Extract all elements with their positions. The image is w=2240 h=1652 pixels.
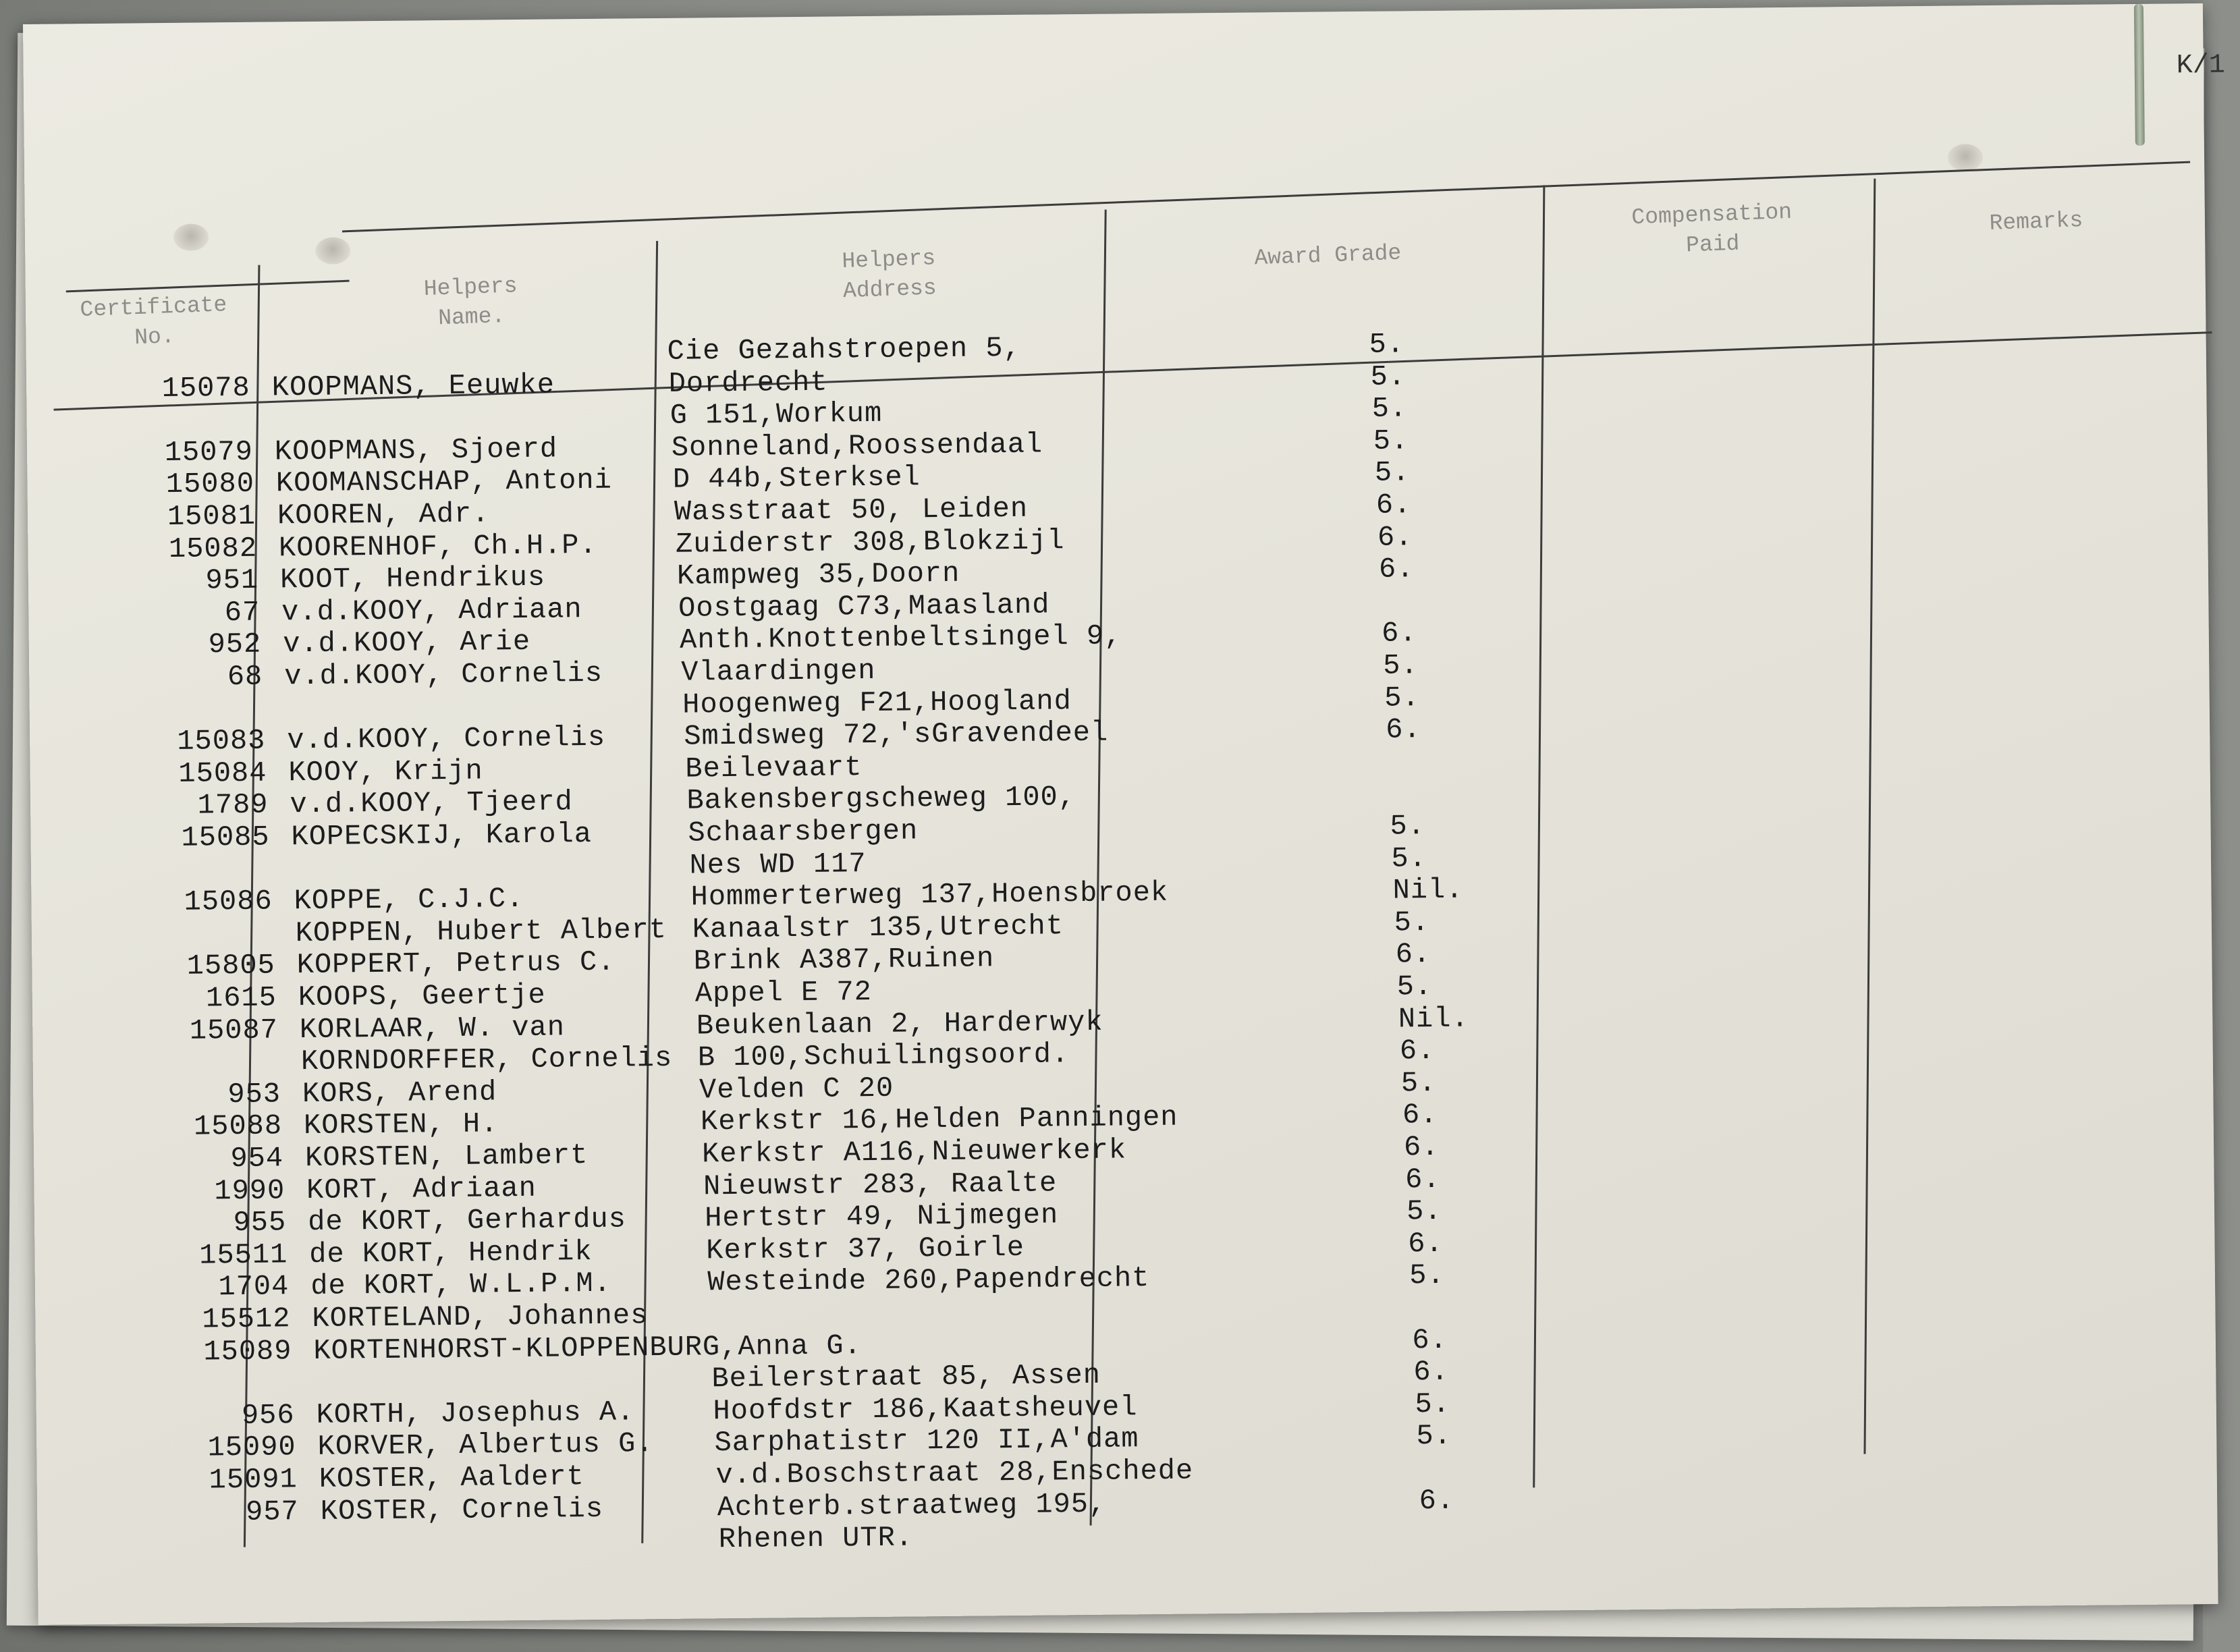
- helper-name-cell: KORLAAR, W. van: [299, 1010, 566, 1046]
- certificate-no-cell: 15080: [165, 468, 255, 501]
- header-remarks: Remarks: [1989, 207, 2083, 236]
- helper-address-cell: Zuiderstr 308,Blokzijl: [675, 524, 1065, 561]
- helper-address-cell: Sarphatistr 120 II,A'dam: [714, 1423, 1139, 1460]
- helper-address-cell: Beilerstraat 85, Assen: [711, 1358, 1101, 1396]
- award-grade-cell: 6.: [1419, 1484, 1455, 1517]
- helper-address-cell: B 100,Schuilingsoord.: [697, 1038, 1070, 1074]
- helper-name-cell: KOSTER, Aaldert: [319, 1460, 584, 1495]
- certificate-no-cell: 15088: [193, 1109, 283, 1144]
- award-grade-cell: 6.: [1403, 1130, 1440, 1164]
- helper-name-cell: KORSTEN, H.: [303, 1107, 499, 1142]
- certificate-no-cell: 68: [227, 660, 263, 694]
- award-grade-cell: 5.: [1373, 424, 1409, 458]
- helper-address-cell: Kerkstr A116,Nieuwerkerk: [701, 1134, 1127, 1171]
- award-grade-cell: 6.: [1395, 938, 1431, 971]
- helper-address-cell: Hoofdstr 186,Kaatsheuvel: [713, 1391, 1138, 1428]
- certificate-no-cell: 15805: [186, 949, 276, 983]
- helper-address-cell: Velden C 20: [699, 1072, 894, 1107]
- helper-name-cell: v.d.KOOY, Tjeerd: [290, 786, 573, 821]
- award-grade-cell: 5.: [1374, 456, 1411, 490]
- award-grade-cell: 6.: [1404, 1163, 1441, 1196]
- award-grade-cell: 6.: [1386, 713, 1421, 746]
- helper-name-cell: de KORT, Hendrik: [309, 1235, 593, 1271]
- helper-name-cell: v.d.KOOY, Arie: [282, 626, 531, 661]
- helper-address-cell: Rhenen UTR.: [718, 1521, 914, 1556]
- helper-name-cell: KOOREN, Adr.: [277, 497, 490, 532]
- certificate-no-cell: 15079: [164, 435, 254, 469]
- helper-name-cell: v.d.KOOY, Cornelis: [287, 721, 606, 757]
- header-compensation-paid: Compensation Paid: [1631, 199, 1793, 258]
- award-grade-cell: 5.: [1415, 1387, 1451, 1421]
- helper-address-cell: Kerkstr 16,Helden Panningen: [700, 1101, 1178, 1138]
- helper-address-cell: Nieuwstr 283, Raalte: [703, 1166, 1058, 1203]
- helper-address-cell: Nes WD 117: [689, 847, 867, 882]
- helper-name-cell: KORTELAND, Johannes: [312, 1299, 649, 1335]
- header-award-grade: Award Grade: [1253, 240, 1402, 271]
- certificate-no-cell: 15090: [207, 1431, 296, 1464]
- helper-name-cell: KORNDORFFER, Cornelis: [300, 1042, 673, 1078]
- helper-address-cell: D 44b,Sterksel: [672, 461, 921, 497]
- helper-name-cell: KOOPMANS, Sjoerd: [274, 433, 558, 468]
- award-grade-cell: 5.: [1382, 649, 1419, 682]
- helper-address-cell: Hertstr 49, Nijmegen: [704, 1199, 1059, 1235]
- certificate-no-cell: 955: [233, 1206, 287, 1240]
- helper-name-cell: KORTENHORST-KLOPPENBURG,Anna G.: [313, 1329, 863, 1367]
- helper-name-cell: KOPPERT, Petrus C.: [296, 946, 616, 982]
- certificate-no-cell: 15087: [189, 1014, 279, 1047]
- helper-address-cell: Cie Gezahstroepen 5,: [667, 331, 1021, 368]
- helper-address-cell: Kanaalstr 135,Utrecht: [692, 910, 1064, 946]
- helper-name-cell: KOSTER, Cornelis: [320, 1492, 604, 1528]
- punch-hole: [315, 237, 350, 264]
- certificate-no-cell: 15078: [161, 371, 251, 405]
- helper-address-cell: Smidsweg 72,'sGravendeel: [684, 716, 1109, 753]
- column-divider: [1863, 179, 1876, 1454]
- certificate-no-cell: 15089: [203, 1334, 292, 1369]
- helper-address-cell: Hommerterweg 137,Hoensbroek: [690, 876, 1169, 914]
- helper-name-cell: KORSTEN, Lambert: [304, 1139, 589, 1175]
- award-grade-cell: 5.: [1400, 1066, 1437, 1100]
- helper-name-cell: KOOMANSCHAP, Antoni: [275, 464, 613, 500]
- certificate-no-cell: 15512: [202, 1302, 291, 1336]
- award-grade-cell: 5.: [1390, 810, 1426, 843]
- helper-address-cell: Westeinde 260,Papendrecht: [707, 1262, 1150, 1299]
- certificate-no-cell: 1615: [205, 981, 277, 1015]
- helper-name-cell: KORVER, Albertus G.: [317, 1427, 654, 1464]
- award-grade-cell: 5.: [1409, 1259, 1445, 1292]
- certificate-no-cell: 1704: [218, 1270, 290, 1304]
- helper-address-cell: Anth.Knottenbeltsingel 9,: [679, 620, 1122, 657]
- award-grade-cell: 6.: [1378, 553, 1415, 586]
- header-certificate-no: Certificate No.: [79, 292, 227, 351]
- helper-name-cell: KOOT, Hendrikus: [279, 561, 546, 597]
- award-grade-cell: Nil.: [1392, 873, 1464, 907]
- helper-address-cell: Brink A387,Ruinen: [693, 942, 995, 978]
- helper-address-cell: Vlaardingen: [681, 654, 876, 689]
- certificate-no-cell: 15086: [184, 885, 273, 918]
- helper-address-cell: Schaarsbergen: [688, 815, 919, 850]
- certificate-no-cell: 15091: [209, 1463, 298, 1497]
- award-grade-cell: 5.: [1396, 970, 1433, 1003]
- helper-address-cell: G 151,Workum: [670, 397, 883, 433]
- helper-address-cell: Beukenlaan 2, Harderwyk: [696, 1006, 1103, 1043]
- certificate-no-cell: 956: [241, 1399, 295, 1432]
- certificate-no-cell: 957: [245, 1495, 299, 1529]
- helper-address-cell: Kerkstr 37, Goirle: [706, 1231, 1025, 1267]
- helper-name-cell: de KORT, W.L.P.M.: [310, 1267, 612, 1303]
- helper-name-cell: KOOPMANS, Eeuwke: [271, 368, 555, 404]
- certificate-no-cell: 15082: [168, 532, 258, 566]
- helper-address-cell: v.d.Boschstraat 28,Enschede: [715, 1454, 1194, 1492]
- header-helpers-address: Helpers Address: [841, 246, 937, 304]
- award-grade-cell: 6.: [1408, 1227, 1444, 1261]
- header-helpers-name: Helpers Name.: [423, 273, 518, 331]
- helper-address-cell: Appel E 72: [694, 975, 873, 1010]
- award-grade-cell: 5.: [1370, 360, 1406, 393]
- award-grade-cell: 5.: [1416, 1420, 1452, 1453]
- award-grade-cell: 5.: [1406, 1195, 1442, 1228]
- helper-name-cell: v.d.KOOY, Cornelis: [284, 657, 603, 693]
- helper-name-cell: KOOPS, Geertje: [298, 979, 546, 1014]
- helper-name-cell: KOPPE, C.J.C.: [294, 883, 524, 918]
- helper-address-cell: Beilevaart: [685, 750, 863, 786]
- helper-name-cell: KOPECSKIJ, Karola: [291, 817, 593, 854]
- award-grade-cell: 6.: [1402, 1099, 1438, 1132]
- record-card: [23, 3, 2225, 1625]
- helper-name-cell: KORT, Adriaan: [306, 1172, 537, 1207]
- column-divider: [1533, 185, 1545, 1487]
- helper-name-cell: KOOY, Krijn: [288, 754, 483, 790]
- helper-address-cell: Achterb.straatweg 195,: [717, 1487, 1107, 1524]
- helper-name-cell: de KORT, Gerhardus: [308, 1203, 627, 1239]
- certificate-no-cell: 952: [208, 628, 262, 661]
- award-grade-cell: 5.: [1369, 328, 1405, 361]
- certificate-no-cell: 1990: [214, 1174, 285, 1207]
- award-grade-cell: 5.: [1391, 842, 1427, 875]
- helper-address-cell: Kampweg 35,Doorn: [676, 557, 960, 593]
- certificate-no-cell: 15081: [167, 499, 256, 533]
- helper-address-cell: Sonneland,Roossendaal: [671, 428, 1043, 464]
- helper-name-cell: KORTH, Josephus A.: [316, 1396, 635, 1431]
- helper-address-cell: Bakensbergscheweg 100,: [686, 781, 1076, 818]
- award-grade-cell: 6.: [1377, 520, 1413, 554]
- award-grade-cell: 5.: [1384, 681, 1420, 715]
- award-grade-cell: 6.: [1375, 489, 1412, 522]
- certificate-no-cell: 953: [227, 1078, 281, 1111]
- award-grade-cell: 6.: [1413, 1355, 1450, 1389]
- helper-address-cell: Wasstraat 50, Leiden: [674, 492, 1029, 528]
- certificate-no-cell: 15085: [181, 821, 270, 854]
- helper-address-cell: Hoogenweg F21,Hoogland: [682, 684, 1072, 721]
- certificate-no-cell: 15511: [199, 1238, 288, 1272]
- helper-address-cell: Oostgaag C73,Maasland: [678, 588, 1050, 625]
- certificate-no-cell: 1789: [197, 788, 269, 822]
- certificate-no-cell: 15083: [177, 724, 266, 759]
- card-reference: K/1: [2176, 50, 2225, 82]
- binding-string: [2134, 4, 2145, 146]
- award-grade-cell: 6.: [1412, 1323, 1448, 1356]
- certificate-no-cell: 15084: [178, 756, 267, 790]
- punch-hole: [1948, 144, 1983, 171]
- punch-hole: [173, 223, 209, 250]
- award-grade-cell: 5.: [1371, 392, 1408, 426]
- helper-name-cell: v.d.KOOY, Adriaan: [281, 593, 582, 629]
- award-grade-cell: 6.: [1381, 617, 1417, 651]
- helper-address-cell: Dordrecht: [668, 366, 828, 400]
- award-grade-cell: 5.: [1394, 906, 1430, 939]
- award-grade-cell: 6.: [1399, 1035, 1436, 1068]
- helper-name-cell: KOPPEN, Hubert Albert: [295, 913, 667, 949]
- certificate-no-cell: 67: [224, 596, 261, 629]
- award-grade-cell: Nil.: [1398, 1002, 1469, 1036]
- certificate-no-cell: 954: [230, 1142, 284, 1176]
- helper-name-cell: KORS, Arend: [302, 1076, 497, 1110]
- helper-name-cell: KOORENHOF, Ch.H.P.: [278, 528, 597, 564]
- certificate-no-cell: 951: [205, 563, 259, 597]
